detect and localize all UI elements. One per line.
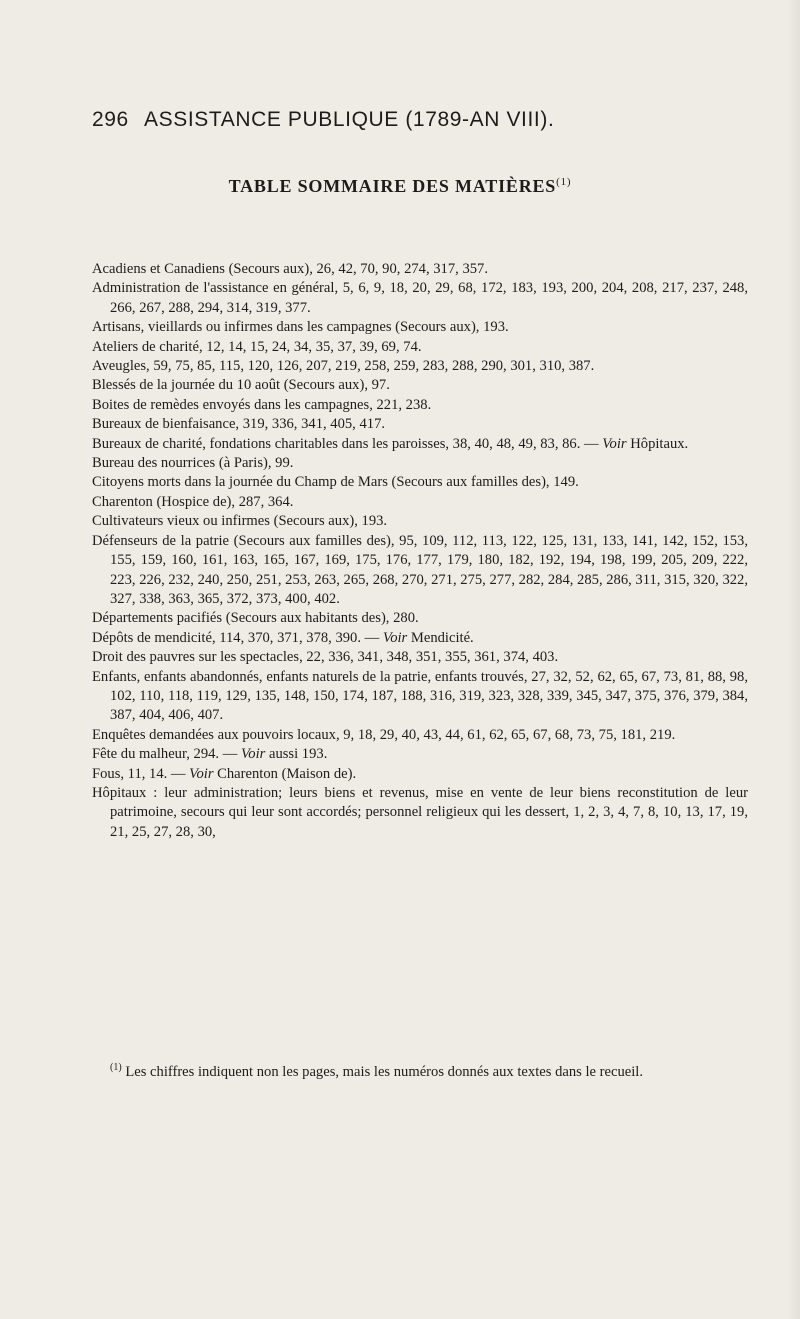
footnote xyxy=(92,1058,748,1082)
index-entry-text: Administration de l'assistance en général, 5, 6, 9, 18, 20, 29, 68, 172, 183, 193, 200, 204, 208, 217, 237, 248, 266, 267, 288, 294, 314, 319, 377. xyxy=(92,280,748,316)
index-entry-text: Blessés de la journée du 10 août (Secours aux), 97. xyxy=(92,377,390,394)
index-entry xyxy=(92,784,748,842)
index-entry-text: Dépôts de mendicité, 114, 370, 371, 378, 390. — xyxy=(92,629,383,646)
index-entry-text: Défenseurs de la patrie (Secours aux familles des), 95, 109, 112, 113, 122, 125, 131, 133, 141, 142, 152, 153, 155, 159, 160, 161, 163, 165, 167, 169, 175, 176, 177, 179, 180, 182, 192, 194, 198, 199, 205, 209, 222, 223, 226, 232, 240, 250, 251, 253, 263, 265, 268, 270, 271, 275, 277, 282, 284, 285, 286, 311, 315, 320, 322, 327, 338, 363, 365, 372, 373, 400, 402. xyxy=(92,532,748,607)
see-reference: Voir xyxy=(240,746,266,763)
index-entry-text: Acadiens et Canadiens (Secours aux), 26, 42, 70, 90, 274, 317, 357. xyxy=(92,261,488,277)
index-entry xyxy=(92,726,748,745)
index-entry xyxy=(92,745,748,764)
reference-target: aussi 193. xyxy=(265,746,328,763)
index-entry-text: Fous, 11, 14. — xyxy=(92,765,190,782)
page-edge-shadow xyxy=(786,0,800,1319)
index-entry xyxy=(92,629,748,648)
index-entry xyxy=(92,338,748,357)
reference-target: Mendicité. xyxy=(407,629,474,646)
running-head xyxy=(92,108,732,132)
index-entry xyxy=(92,279,748,318)
index-entry-text: Bureau des nourrices (à Paris), 99. xyxy=(92,455,294,472)
index-entry xyxy=(92,318,748,337)
see-reference: Voir xyxy=(189,765,214,782)
index-entry xyxy=(92,357,748,376)
index-entry-text: Enquêtes demandées aux pouvoirs locaux, 9, 18, 29, 40, 43, 44, 61, 62, 65, 67, 68, 73, 75, 181, 219. xyxy=(92,726,676,743)
index-entry-text: Départements pacifiés (Secours aux habitants des), 280. xyxy=(92,610,419,627)
index-entry-text: Citoyens morts dans la journée du Champ de Mars (Secours aux familles des), 149. xyxy=(92,474,579,491)
index-entry xyxy=(92,376,748,395)
index-entry-text: Enfants, enfants abandonnés, enfants naturels de la patrie, enfants trouvés, 27, 32, 52, 62, 65, 67, 73, 81, 88, 98, 102, 110, 118, 119, 129, 135, 148, 150, 174, 187, 188, 316, 319, 323, 328, 339, 345, 347, 375, 376, 379, 384, 387, 404, 406, 407. xyxy=(92,668,748,724)
footnote-text: Les chiffres indiquent non les pages, mais les numéros donnés aux textes dans le recueil. xyxy=(121,1063,643,1080)
reference-target: Charenton (Maison de). xyxy=(213,765,357,782)
index-entry xyxy=(92,473,748,492)
see-reference: Voir xyxy=(382,629,408,646)
index-entry xyxy=(92,609,748,628)
footnote-marker: (1) xyxy=(110,1062,122,1073)
index-entry-text: Bureaux de bienfaisance, 319, 336, 341, 405, 417. xyxy=(92,416,386,433)
index-entry xyxy=(92,435,748,454)
index-entry xyxy=(92,260,748,279)
index-entry-text: Bureaux de charité, fondations charitables dans les paroisses, 38, 40, 48, 49, 83, 86. — xyxy=(92,435,603,452)
index-entry-text: Aveugles, 59, 75, 85, 115, 120, 126, 207, 219, 258, 259, 283, 288, 290, 301, 310, 387. xyxy=(92,358,595,375)
title-note-marker: (1) xyxy=(556,176,572,188)
section-title-text: TABLE SOMMAIRE DES MATIÈRES xyxy=(228,176,557,196)
index-entry-text: Cultivateurs vieux ou infirmes (Secours aux), 193. xyxy=(92,513,388,530)
page-number: 296 xyxy=(92,108,129,131)
see-reference: Voir xyxy=(602,435,627,452)
index-entry xyxy=(92,512,748,531)
index-entry-text: Ateliers de charité, 12, 14, 15, 24, 34, 35, 37, 39, 69, 74. xyxy=(92,338,422,355)
index-entry-text: Hôpitaux : leur administration; leurs biens et revenus, mise en vente de leur biens reconstitution de leur patrimoine, secours qui leur sont accordés; personnel religieux qui les dessert, 1, 2, 3, 4, 7, 8, 10, 13, 17, 19, 21, 25, 27, 28, 30, xyxy=(92,784,748,840)
section-title xyxy=(0,176,800,197)
index-entry-text: Charenton (Hospice de), 287, 364. xyxy=(92,493,294,510)
index-entries xyxy=(92,260,748,842)
reference-target: Hôpitaux. xyxy=(626,435,689,452)
index-entry xyxy=(92,532,748,610)
index-entry-text: Boites de remèdes envoyés dans les campagnes, 221, 238. xyxy=(92,396,432,413)
running-title: ASSISTANCE PUBLIQUE (1789-AN VIII). xyxy=(144,108,555,131)
index-entry-text: Fête du malheur, 294. — xyxy=(92,746,241,763)
index-entry xyxy=(92,668,748,726)
index-entry-text: Droit des pauvres sur les spectacles, 22, 336, 341, 348, 351, 355, 361, 374, 403. xyxy=(92,649,559,666)
index-entry xyxy=(92,396,748,415)
index-entry-text: Artisans, vieillards ou infirmes dans les campagnes (Secours aux), 193. xyxy=(92,319,509,336)
index-entry xyxy=(92,454,748,473)
index-entry xyxy=(92,648,748,667)
index-entry xyxy=(92,765,748,784)
index-entry xyxy=(92,493,748,512)
index-entry xyxy=(92,415,748,434)
